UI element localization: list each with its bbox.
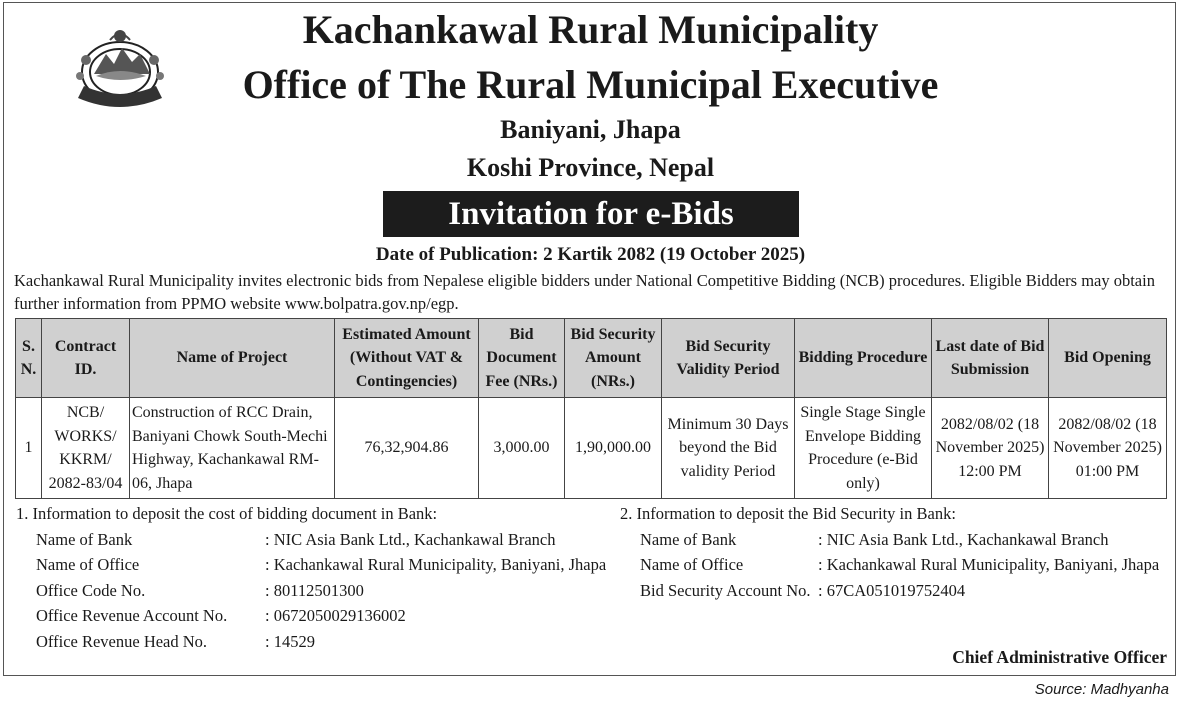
cell-last-date: 2082/08/02 (18 November 2025) 12:00 PM: [932, 398, 1049, 499]
signatory-title: Chief Administrative Officer: [952, 647, 1167, 667]
municipality-name: Kachankawal Rural Municipality: [302, 7, 879, 52]
bank-security-heading: 2. Information to deposit the Bid Security in Bank:: [620, 504, 956, 523]
col-header-security-amount: Bid Security Amount (NRs.): [565, 319, 662, 398]
bank-security-info: [620, 501, 1170, 603]
bank-doc-value: : 14529: [265, 631, 315, 651]
table-row: [16, 398, 1167, 499]
col-header-last-date: Last date of Bid Submission: [932, 319, 1049, 398]
cell-sn: 1: [16, 398, 42, 499]
bank-security-value: : 67CA051019752404: [818, 580, 966, 600]
bank-doc-row: [16, 629, 616, 655]
bank-security-value: : NIC Asia Bank Ltd., Kachankawal Branch: [818, 529, 1109, 549]
bank-doc-value: : NIC Asia Bank Ltd., Kachankawal Branch: [265, 529, 556, 549]
bank-doc-value: : 0672050029136002: [265, 606, 406, 625]
bank-doc-value: : Kachankawal Rural Municipality, Baniyani, Jhapa: [265, 555, 607, 574]
bank-doc-row: [16, 527, 616, 553]
bank-security-row: [620, 578, 1170, 604]
bank-security-label: Name of Bank: [640, 529, 737, 549]
bank-doc-row: [16, 603, 616, 629]
col-header-opening: Bid Opening: [1049, 319, 1167, 398]
table-header-row: [16, 319, 1167, 398]
col-header-doc-fee: Bid Document Fee (NRs.): [479, 319, 565, 398]
office-name: Office of The Rural Municipal Executive: [242, 62, 939, 107]
bank-doc-label: Name of Bank: [36, 529, 133, 549]
notice-title: Invitation for e-Bids: [383, 191, 799, 237]
bank-doc-row: [16, 578, 616, 604]
intro-paragraph: Kachankawal Rural Municipality invites electronic bids from Nepalese eligible bidders under National Competitive Bidding (NCB) procedures. Eligible Bidders may obtain further information from PPMO website www.bolpatra.gov.np/egp.: [14, 271, 1155, 313]
bank-security-label: Bid Security Account No.: [640, 580, 811, 600]
bank-doc-value: : 80112501300: [265, 580, 364, 600]
bank-doc-label: Office Revenue Head No.: [36, 631, 208, 651]
office-location: Baniyani, Jhapa: [500, 115, 681, 144]
bank-doc-row: [16, 552, 616, 578]
cell-project: Construction of RCC Drain, Baniyani Chowk South-Mechi Highway, Kachankawal RM-06, Jhapa: [130, 398, 335, 499]
col-header-amount: Estimated Amount (Without VAT & Contingencies): [335, 319, 479, 398]
bank-security-label: Name of Office: [640, 555, 744, 574]
bids-table: [15, 318, 1167, 499]
bank-security-value: : Kachankawal Rural Municipality, Baniyani, Jhapa: [818, 555, 1160, 574]
col-header-contract-id: Contract ID.: [42, 319, 130, 398]
bank-doc-info: [16, 501, 616, 654]
cell-contract-id: NCB/ WORKS/ KKRM/ 2082-83/04: [42, 398, 130, 499]
bank-doc-heading: 1. Information to deposit the cost of bidding document in Bank:: [16, 504, 438, 523]
col-header-validity: Bid Security Validity Period: [662, 319, 795, 398]
cell-security-amount: 1,90,000.00: [565, 398, 662, 499]
cell-opening: 2082/08/02 (18 November 2025) 01:00 PM: [1049, 398, 1167, 499]
cell-procedure: Single Stage Single Envelope Bidding Procedure (e-Bid only): [795, 398, 932, 499]
cell-validity: Minimum 30 Days beyond the Bid validity Period: [662, 398, 795, 499]
bank-doc-label: Office Code No.: [36, 580, 146, 600]
publication-date: Date of Publication: 2 Kartik 2082 (19 October 2025): [375, 244, 806, 265]
col-header-project: Name of Project: [130, 319, 335, 398]
col-header-sn: S. N.: [16, 319, 42, 398]
bank-doc-label: Name of Office: [36, 555, 140, 574]
office-province: Koshi Province, Nepal: [466, 153, 715, 182]
cell-doc-fee: 3,000.00: [479, 398, 565, 499]
cell-amount: 76,32,904.86: [335, 398, 479, 499]
bank-security-row: [620, 552, 1170, 578]
source-credit: Source: Madhyanha: [1034, 681, 1169, 698]
bank-doc-label: Office Revenue Account No.: [36, 606, 228, 625]
bank-security-row: [620, 527, 1170, 553]
col-header-procedure: Bidding Procedure: [795, 319, 932, 398]
